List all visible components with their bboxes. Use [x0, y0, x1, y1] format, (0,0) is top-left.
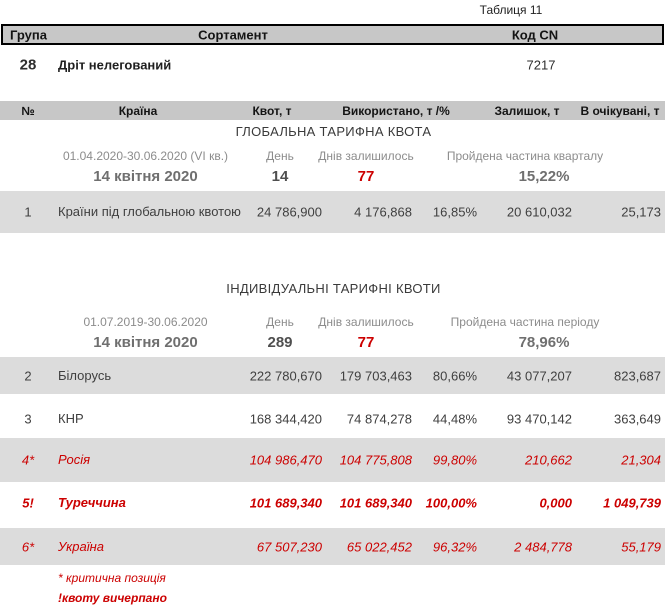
footnote-quota-exhausted: !квоту вичерпано	[58, 591, 167, 605]
cell-num: 3	[24, 411, 32, 427]
individual-subheader-labels	[0, 315, 667, 331]
cell-used-pct: 96,32%	[432, 539, 477, 554]
cell-country: КНР	[58, 411, 84, 426]
cell-used: 104 775,808	[339, 452, 412, 468]
global-progress-value: 15,22%	[518, 168, 570, 185]
cell-remainder: 2 484,778	[514, 539, 572, 554]
cell-country: Туреччина	[58, 495, 126, 510]
cell-used-pct: 99,80%	[432, 452, 477, 468]
cell-country: Росія	[58, 452, 91, 467]
cell-expected: 25,173	[621, 204, 661, 220]
global-subheader-values	[0, 168, 667, 188]
individual-day-value: 289	[267, 334, 293, 351]
expected-column-header: В очікувані, т	[580, 103, 660, 118]
cell-quota: 101 689,340	[249, 495, 322, 511]
cell-expected: 363,649	[614, 411, 661, 427]
table-row-russia	[0, 438, 665, 482]
cell-quota: 168 344,420	[249, 411, 322, 427]
cell-country: Україна	[58, 538, 105, 554]
global-days-left-value: 77	[357, 168, 375, 185]
cell-expected: 823,687	[614, 368, 661, 383]
global-day-value: 14	[271, 168, 289, 185]
cell-country: Білорусь	[58, 367, 112, 383]
global-days-left-label: Днів залишилось	[318, 149, 414, 163]
cell-num: 2	[24, 368, 32, 383]
product-group-number: 28	[19, 56, 37, 74]
cell-expected: 55,179	[621, 539, 661, 554]
group-column-header: Група	[10, 27, 47, 42]
cell-remainder: 20 610,032	[506, 204, 572, 220]
individual-period-label: 01.07.2019-30.06.2020	[83, 315, 208, 329]
table-row-belarus	[0, 357, 665, 394]
product-name: Дріт нелегований	[58, 57, 172, 73]
cell-used-pct: 80,66%	[432, 368, 477, 383]
cell-quota: 24 786,900	[256, 204, 322, 220]
cell-used: 4 176,868	[354, 204, 412, 220]
cell-used-pct: 100,00%	[425, 495, 477, 511]
cell-num: 1	[24, 204, 32, 220]
global-day-label: День	[266, 149, 294, 163]
cell-used: 101 689,340	[339, 495, 412, 511]
footnote-critical-position: * критична позиція	[58, 571, 166, 585]
cell-country: Країни під глобальною квотою	[58, 204, 241, 219]
individual-progress-label: Пройдена частина періоду	[450, 315, 600, 329]
product-cn-code: 7217	[526, 57, 556, 73]
table-row-ukraine	[0, 528, 665, 565]
table-row-turkey	[0, 486, 665, 520]
table-caption: Таблиця 11	[479, 3, 543, 17]
cell-expected: 1 049,739	[603, 495, 661, 511]
cell-quota: 104 986,470	[249, 452, 322, 468]
cell-quota: 222 780,670	[249, 368, 322, 383]
cell-remainder: 93 470,142	[506, 411, 572, 427]
global-progress-label: Пройдена частина кварталу	[446, 149, 604, 163]
cell-num: 4*	[21, 452, 35, 468]
columns-header-row	[0, 101, 665, 120]
quota-column-header: Квот, т	[252, 103, 292, 118]
global-period-label: 01.04.2020-30.06.2020 (VI кв.)	[62, 149, 229, 163]
sortament-column-header: Сортамент	[198, 27, 268, 42]
used-column-header: Використано, т /%	[342, 103, 450, 118]
global-subheader-labels	[0, 149, 667, 165]
group-header-row	[1, 24, 664, 45]
cell-used: 74 874,278	[346, 411, 412, 427]
cell-used-pct: 16,85%	[432, 204, 477, 220]
cell-used-pct: 44,48%	[432, 411, 477, 427]
global-section-title: ГЛОБАЛЬНА ТАРИФНА КВОТА	[235, 124, 432, 139]
cell-num: 6*	[21, 539, 35, 554]
individual-current-date: 14 квітня 2020	[93, 334, 198, 351]
cell-used: 179 703,463	[339, 368, 412, 383]
product-row	[0, 53, 667, 77]
individual-progress-value: 78,96%	[518, 334, 570, 351]
country-column-header: Країна	[118, 103, 158, 118]
table-row-global-quota	[0, 191, 665, 233]
cell-quota: 67 507,230	[256, 539, 322, 554]
num-column-header: №	[21, 103, 35, 118]
individual-day-label: День	[266, 315, 294, 329]
cell-remainder: 0,000	[539, 495, 572, 511]
cell-used: 65 022,452	[346, 539, 412, 554]
individual-section-title: ІНДИВІДУАЛЬНІ ТАРИФНІ КВОТИ	[226, 281, 441, 296]
cell-remainder: 210,662	[525, 452, 572, 468]
remainder-column-header: Залишок, т	[494, 103, 560, 118]
individual-days-left-label: Днів залишилось	[318, 315, 414, 329]
cell-expected: 21,304	[621, 452, 661, 468]
individual-days-left-value: 77	[357, 334, 375, 351]
table-row-china	[0, 400, 665, 438]
code-cn-column-header: Код CN	[511, 27, 559, 42]
cell-num: 5!	[22, 495, 34, 511]
cell-remainder: 43 077,207	[506, 368, 572, 383]
global-current-date: 14 квітня 2020	[93, 168, 198, 185]
individual-subheader-values	[0, 334, 667, 354]
